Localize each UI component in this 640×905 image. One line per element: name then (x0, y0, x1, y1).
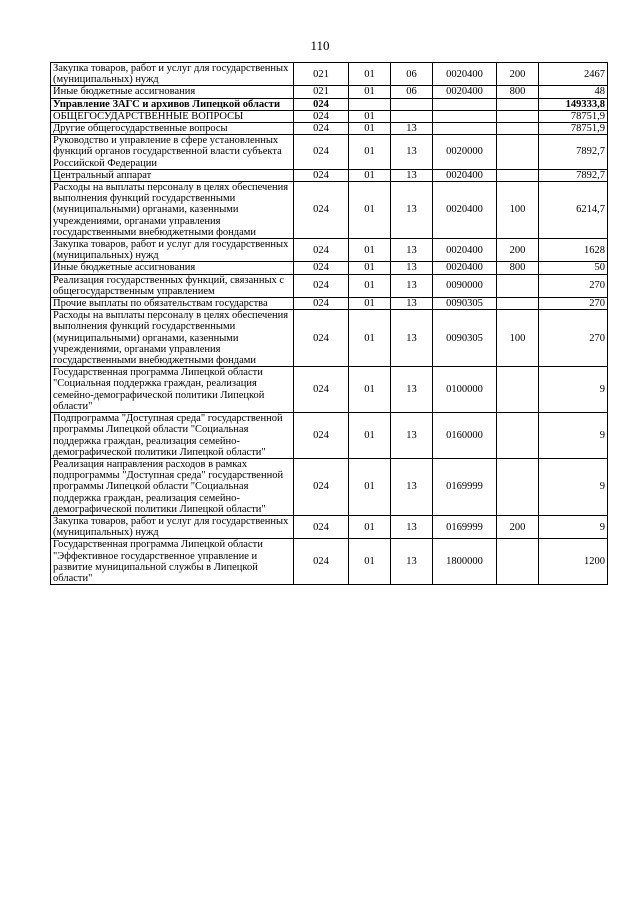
row-amount: 50 (539, 262, 608, 274)
table-row (51, 123, 608, 135)
row-gr-code: 024 (294, 298, 349, 310)
row-amount: 149333,8 (539, 98, 608, 110)
row-amount: 78751,9 (539, 123, 608, 135)
table-row (51, 169, 608, 181)
row-pr-code: 06 (391, 86, 433, 98)
table-row (51, 110, 608, 122)
row-amount: 270 (539, 310, 608, 367)
row-rz-code: 01 (349, 413, 391, 459)
row-pr-code: 13 (391, 135, 433, 170)
table-row (51, 539, 608, 585)
row-amount: 9 (539, 367, 608, 413)
row-rz-code: 01 (349, 298, 391, 310)
row-vr-code: 200 (497, 63, 539, 86)
table-row (51, 135, 608, 170)
table-row (51, 182, 608, 239)
row-gr-code: 024 (294, 458, 349, 515)
row-cs-code: 0169999 (433, 458, 497, 515)
row-name: Реализация государственных функций, связанных с общегосударственным управлением (51, 274, 294, 297)
table-row (51, 86, 608, 98)
row-amount: 6214,7 (539, 182, 608, 239)
row-name: Государственная программа Липецкой области "Социальная поддержка граждан, реализация семейно-демографической политики Липецкой области" (51, 367, 294, 413)
row-pr-code: 13 (391, 169, 433, 181)
row-rz-code: 01 (349, 262, 391, 274)
row-vr-code (497, 110, 539, 122)
row-gr-code: 024 (294, 110, 349, 122)
row-name: Расходы на выплаты персоналу в целях обеспечения выполнения функций государственными (муниципальными) органами, казенными учреждениями, органами управления государственными внебюджетными фондами (51, 310, 294, 367)
row-rz-code: 01 (349, 63, 391, 86)
row-pr-code: 06 (391, 63, 433, 86)
row-name: Подпрограмма "Доступная среда" государственной программы Липецкой области "Социальная поддержка граждан, реализация семейно-демографической политики Липецкой области" (51, 413, 294, 459)
row-amount: 1628 (539, 239, 608, 262)
row-pr-code: 13 (391, 310, 433, 367)
row-pr-code (391, 98, 433, 110)
row-vr-code: 100 (497, 310, 539, 367)
row-vr-code (497, 274, 539, 297)
row-name: Иные бюджетные ассигнования (51, 262, 294, 274)
table-row (51, 515, 608, 538)
row-rz-code: 01 (349, 169, 391, 181)
row-gr-code: 024 (294, 367, 349, 413)
row-cs-code: 0100000 (433, 367, 497, 413)
row-amount: 7892,7 (539, 169, 608, 181)
row-gr-code: 024 (294, 98, 349, 110)
row-gr-code: 024 (294, 515, 349, 538)
row-rz-code: 01 (349, 515, 391, 538)
row-pr-code: 13 (391, 413, 433, 459)
row-name: ОБЩЕГОСУДАРСТВЕННЫЕ ВОПРОСЫ (51, 110, 294, 122)
row-amount: 270 (539, 298, 608, 310)
row-amount: 9 (539, 515, 608, 538)
row-vr-code: 800 (497, 86, 539, 98)
row-pr-code: 13 (391, 539, 433, 585)
row-vr-code: 800 (497, 262, 539, 274)
row-name: Прочие выплаты по обязательствам государства (51, 298, 294, 310)
row-cs-code (433, 123, 497, 135)
row-vr-code: 200 (497, 515, 539, 538)
row-rz-code: 01 (349, 274, 391, 297)
row-rz-code: 01 (349, 135, 391, 170)
row-name: Центральный аппарат (51, 169, 294, 181)
row-name: Закупка товаров, работ и услуг для государственных (муниципальных) нужд (51, 515, 294, 538)
row-cs-code: 0020000 (433, 135, 497, 170)
row-rz-code: 01 (349, 367, 391, 413)
table-row (51, 413, 608, 459)
row-cs-code: 0020400 (433, 86, 497, 98)
row-amount: 78751,9 (539, 110, 608, 122)
row-vr-code (497, 458, 539, 515)
row-name: Реализация направления расходов в рамках подпрограммы "Доступная среда" государственной программы Липецкой области "Социальная поддержка граждан, реализация семейно-демографической политики Липецкой области" (51, 458, 294, 515)
row-pr-code: 13 (391, 239, 433, 262)
row-rz-code: 01 (349, 86, 391, 98)
page-number: 110 (310, 38, 330, 53)
table-row (51, 458, 608, 515)
row-cs-code: 0020400 (433, 182, 497, 239)
row-cs-code: 0020400 (433, 262, 497, 274)
row-name: Закупка товаров, работ и услуг для государственных (муниципальных) нужд (51, 63, 294, 86)
row-gr-code: 021 (294, 63, 349, 86)
row-vr-code: 200 (497, 239, 539, 262)
row-name: Иные бюджетные ассигнования (51, 86, 294, 98)
row-amount: 270 (539, 274, 608, 297)
row-pr-code: 13 (391, 515, 433, 538)
row-cs-code (433, 98, 497, 110)
row-gr-code: 024 (294, 123, 349, 135)
row-rz-code: 01 (349, 110, 391, 122)
row-name: Управление ЗАГС и архивов Липецкой области (51, 98, 294, 110)
table-row (51, 298, 608, 310)
table-row (51, 239, 608, 262)
row-name: Расходы на выплаты персоналу в целях обеспечения выполнения функций государственными (муниципальными) органами, казенными учреждениями, органами управления государственными внебюджетными фондами (51, 182, 294, 239)
row-gr-code: 024 (294, 135, 349, 170)
row-cs-code (433, 110, 497, 122)
row-cs-code: 0090305 (433, 298, 497, 310)
row-amount: 9 (539, 413, 608, 459)
table-row (51, 98, 608, 110)
row-pr-code: 13 (391, 298, 433, 310)
row-cs-code: 0090000 (433, 274, 497, 297)
row-pr-code: 13 (391, 367, 433, 413)
row-name: Другие общегосударственные вопросы (51, 123, 294, 135)
row-vr-code (497, 413, 539, 459)
row-gr-code: 024 (294, 539, 349, 585)
row-pr-code: 13 (391, 458, 433, 515)
row-rz-code (349, 98, 391, 110)
table-body (51, 63, 608, 585)
row-rz-code: 01 (349, 310, 391, 367)
row-name: Государственная программа Липецкой области "Эффективное государственное управление и развитие муниципальной службы в Липецкой области" (51, 539, 294, 585)
row-vr-code (497, 298, 539, 310)
row-vr-code (497, 169, 539, 181)
row-name: Закупка товаров, работ и услуг для государственных (муниципальных) нужд (51, 239, 294, 262)
row-amount: 9 (539, 458, 608, 515)
row-vr-code (497, 123, 539, 135)
row-amount: 7892,7 (539, 135, 608, 170)
row-cs-code: 0160000 (433, 413, 497, 459)
row-gr-code: 024 (294, 310, 349, 367)
row-pr-code: 13 (391, 182, 433, 239)
table-row (51, 262, 608, 274)
row-gr-code: 024 (294, 182, 349, 239)
table-row (51, 63, 608, 86)
row-vr-code (497, 539, 539, 585)
row-vr-code: 100 (497, 182, 539, 239)
row-amount: 1200 (539, 539, 608, 585)
row-vr-code (497, 135, 539, 170)
row-amount: 48 (539, 86, 608, 98)
row-pr-code: 13 (391, 274, 433, 297)
row-cs-code: 0020400 (433, 169, 497, 181)
table-row (51, 274, 608, 297)
budget-table (50, 62, 608, 585)
row-rz-code: 01 (349, 239, 391, 262)
row-cs-code: 0020400 (433, 239, 497, 262)
row-rz-code: 01 (349, 182, 391, 239)
table-row (51, 310, 608, 367)
row-pr-code: 13 (391, 262, 433, 274)
row-cs-code: 0020400 (433, 63, 497, 86)
row-pr-code (391, 110, 433, 122)
row-pr-code: 13 (391, 123, 433, 135)
table-row (51, 367, 608, 413)
row-gr-code: 021 (294, 86, 349, 98)
row-cs-code: 1800000 (433, 539, 497, 585)
row-cs-code: 0169999 (433, 515, 497, 538)
row-gr-code: 024 (294, 169, 349, 181)
row-rz-code: 01 (349, 458, 391, 515)
row-gr-code: 024 (294, 239, 349, 262)
row-rz-code: 01 (349, 539, 391, 585)
row-cs-code: 0090305 (433, 310, 497, 367)
row-rz-code: 01 (349, 123, 391, 135)
row-gr-code: 024 (294, 262, 349, 274)
row-name: Руководство и управление в сфере установленных функций органов государственной власти субъекта Российской Федерации (51, 135, 294, 170)
row-vr-code (497, 98, 539, 110)
row-gr-code: 024 (294, 413, 349, 459)
row-amount: 2467 (539, 63, 608, 86)
row-vr-code (497, 367, 539, 413)
row-gr-code: 024 (294, 274, 349, 297)
